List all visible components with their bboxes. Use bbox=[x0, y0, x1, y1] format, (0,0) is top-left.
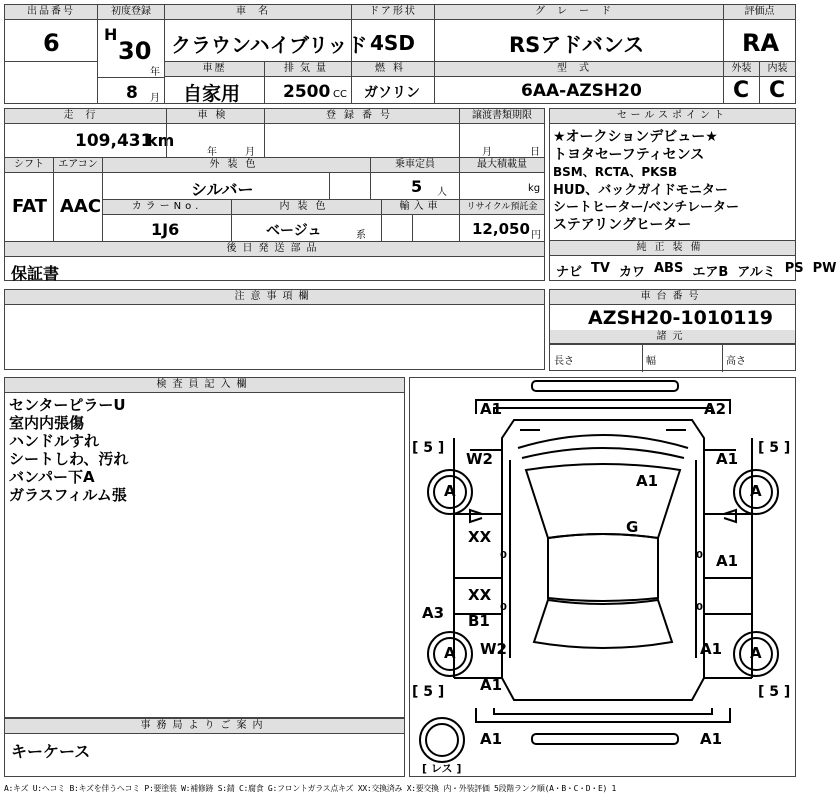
door-type: 4SD bbox=[370, 31, 415, 55]
mark-left-rear-quarter: A1 bbox=[480, 676, 503, 694]
tire-front-right-rating: A bbox=[750, 482, 762, 500]
zero-mark: 0 bbox=[500, 602, 507, 613]
mark-front-right-bumper: A2 bbox=[704, 400, 727, 418]
int-grade: C bbox=[769, 78, 786, 103]
equipment-item: カワ bbox=[618, 265, 645, 280]
recycle: 12,050 bbox=[472, 220, 530, 238]
door-label: ドア形状 bbox=[352, 5, 434, 20]
inspector-note: ハンドルすれ bbox=[9, 432, 100, 450]
int-grade-cell bbox=[759, 61, 796, 104]
inspection-cell bbox=[166, 108, 265, 158]
equipment-item: PW bbox=[812, 261, 836, 276]
sales-point-line: BSM、RCTA、PKSB bbox=[553, 165, 678, 179]
history-cell bbox=[164, 61, 265, 104]
reg-year: 30 bbox=[118, 37, 152, 65]
transfer-day: 日 bbox=[530, 147, 540, 158]
chassis-label: 車台番号 bbox=[550, 290, 795, 305]
equipment-label: 純正装備 bbox=[550, 241, 795, 256]
tread-rear-right: [ 5 ] bbox=[758, 684, 791, 700]
inspector-note: センターピラーU bbox=[9, 396, 126, 414]
inspection-label: 車検 bbox=[167, 109, 264, 124]
mark-right-front-fender: A1 bbox=[716, 450, 739, 468]
int-color-label: 内装色 bbox=[232, 200, 381, 215]
int-color: ベージュ bbox=[266, 223, 322, 239]
notes-cell bbox=[4, 289, 545, 370]
equipment-item: TV bbox=[591, 261, 610, 276]
chassis-number: AZSH20-1010119 bbox=[588, 307, 773, 329]
inspector-cell bbox=[4, 377, 405, 718]
mileage-label: 走行 bbox=[5, 109, 166, 124]
grade-cell bbox=[434, 4, 724, 62]
reg-month: 8 bbox=[126, 83, 138, 103]
mileage: 109,431 bbox=[75, 131, 153, 151]
office-cell bbox=[4, 718, 405, 777]
mark-windshield: G bbox=[626, 518, 639, 536]
equipment-item: アルミ bbox=[737, 265, 776, 280]
capacity: 5 bbox=[411, 177, 423, 196]
shift: FAT bbox=[12, 196, 48, 217]
mileage-cell bbox=[4, 108, 175, 158]
mark-left-rear-door-dent: B1 bbox=[468, 612, 490, 630]
mileage-unit: km bbox=[147, 131, 175, 150]
mark-rear-right-bumper: A1 bbox=[700, 730, 723, 748]
spec-height: 高さ bbox=[726, 356, 746, 367]
ext-color-cell bbox=[102, 157, 371, 200]
capacity-label: 乗車定員 bbox=[371, 158, 459, 173]
equipment-item: PS bbox=[784, 261, 804, 276]
ext-color: シルバー bbox=[191, 180, 254, 199]
displacement-cell bbox=[264, 61, 352, 104]
mark-right-rear-fender: A1 bbox=[700, 640, 723, 658]
int-color-cell bbox=[231, 199, 382, 242]
lot-number-cell bbox=[4, 4, 98, 62]
mark-left-front-fender: W2 bbox=[466, 450, 493, 468]
chassis-cell bbox=[549, 289, 796, 371]
reg-no-cell bbox=[264, 108, 460, 158]
later-parts-cell bbox=[4, 241, 545, 281]
notes-label: 注意事項欄 bbox=[5, 290, 544, 305]
zero-mark: 0 bbox=[696, 602, 703, 613]
transfer-cell bbox=[459, 108, 545, 158]
legend: A:キズ U:ヘコミ B:キズを伴うヘコミ P:要塗装 W:補修跡 S:錆 C:腐食 G:フロントガラス点キズ XX:交換済み X:要交換 内・外装評価 5段階ランク順(A・B・C・D・E) 1 bbox=[4, 784, 617, 793]
spec-width: 幅 bbox=[646, 356, 656, 367]
score-cell bbox=[723, 4, 796, 62]
lot-number: 6 bbox=[43, 29, 60, 57]
mark-left-rear-door: XX bbox=[468, 586, 492, 604]
zero-mark: 0 bbox=[500, 550, 507, 561]
sales-point-line: トヨタセーフティセンス bbox=[553, 146, 705, 163]
mark-rear-left-bumper: A1 bbox=[480, 730, 503, 748]
inspector-notes-list bbox=[9, 396, 128, 504]
recycle-cell bbox=[459, 199, 545, 242]
inspection-year-unit: 年 bbox=[207, 147, 217, 158]
inspection-month-unit: 月 bbox=[245, 147, 255, 158]
sales-points-list bbox=[553, 129, 739, 234]
spec-label: 諸元 bbox=[550, 330, 795, 344]
equipment-cell bbox=[549, 240, 836, 281]
first-reg-cell bbox=[97, 4, 165, 104]
model-label: 型式 bbox=[435, 62, 723, 77]
recycle-label: リサイクル預託金 bbox=[460, 200, 544, 215]
int-grade-label: 内装 bbox=[760, 62, 795, 77]
score: RA bbox=[742, 29, 780, 57]
tread-front-right: [ 5 ] bbox=[758, 440, 791, 456]
spec-length: 長さ bbox=[554, 356, 574, 367]
later-parts-label: 後日発送部品 bbox=[5, 242, 544, 257]
inspector-note: 室内内張傷 bbox=[9, 414, 85, 432]
mark-left-rear-fender: W2 bbox=[480, 640, 507, 658]
month-unit: 月 bbox=[150, 93, 160, 104]
model: 6AA-AZSH20 bbox=[521, 81, 642, 101]
fuel: ガソリン bbox=[364, 85, 420, 101]
color-no-label: カラーNo. bbox=[103, 200, 231, 215]
sales-point-line: HUD、バックガイドモニター bbox=[553, 182, 728, 198]
equipment-item: ナビ bbox=[556, 265, 583, 280]
grade-label: グレード bbox=[435, 5, 723, 20]
history-label: 車歴 bbox=[165, 62, 264, 77]
lot-number-label: 出品番号 bbox=[5, 5, 97, 20]
transfer-label: 譲渡書類期限 bbox=[460, 109, 544, 124]
lot-blank-cell bbox=[4, 61, 98, 104]
car-name-label: 車名 bbox=[165, 5, 351, 20]
grade: RSアドバンス bbox=[509, 33, 645, 57]
equipment-item: エアB bbox=[692, 265, 729, 280]
shift-label: シフト bbox=[5, 158, 53, 173]
car-body-diagram bbox=[410, 378, 797, 778]
color-no-cell bbox=[102, 199, 232, 242]
capacity-cell bbox=[370, 157, 460, 200]
equipment-item: ABS bbox=[653, 261, 684, 276]
car-name: クラウンハイブリッド bbox=[171, 33, 368, 57]
sales-point-line: シートヒーター/ベンチレーター bbox=[553, 200, 739, 215]
ac-cell bbox=[53, 157, 103, 242]
sales-points-cell bbox=[549, 108, 796, 241]
zero-mark: 0 bbox=[696, 550, 703, 561]
car-diagram bbox=[409, 377, 796, 777]
equipment-list bbox=[556, 261, 836, 280]
inspector-note: ガラスフィルム張 bbox=[9, 486, 127, 504]
ext-color-label: 外装色 bbox=[103, 158, 370, 173]
displacement-label: 排気量 bbox=[265, 62, 351, 77]
shift-cell bbox=[4, 157, 54, 242]
ac: AAC bbox=[60, 196, 102, 217]
load-label: 最大積載量 bbox=[460, 158, 544, 173]
tread-front-left: [ 5 ] bbox=[412, 440, 445, 456]
tire-rear-left-rating: A bbox=[444, 644, 456, 662]
sales-points-label: セールスポイント bbox=[550, 109, 795, 124]
history: 自家用 bbox=[183, 83, 241, 105]
mark-left-front-door: XX bbox=[468, 528, 492, 546]
sales-point-line: ステアリングヒーター bbox=[553, 216, 692, 233]
first-reg-label: 初度登録 bbox=[98, 5, 164, 20]
reg-era: H bbox=[104, 25, 118, 44]
import-cell bbox=[381, 199, 460, 242]
reg-no-label: 登録番号 bbox=[265, 109, 459, 124]
ext-grade: C bbox=[733, 78, 750, 103]
tread-rear-left: [ 5 ] bbox=[412, 684, 445, 700]
door-cell bbox=[351, 4, 435, 62]
transfer-month: 月 bbox=[482, 147, 492, 158]
import-label: 輸入車 bbox=[382, 200, 459, 215]
spare-tire: [ レス ] bbox=[422, 762, 462, 775]
inspector-note: シートしわ、汚れ bbox=[9, 450, 129, 468]
recycle-unit: 円 bbox=[531, 230, 541, 241]
ext-grade-label: 外装 bbox=[724, 62, 759, 77]
sales-point-line: ★オークションデビュー★ bbox=[553, 129, 718, 145]
fuel-cell bbox=[351, 61, 435, 104]
model-cell bbox=[434, 61, 724, 104]
ac-label: エアコン bbox=[54, 158, 102, 173]
displacement: 2500 bbox=[283, 82, 331, 102]
mark-right-front-door: A1 bbox=[716, 552, 739, 570]
later-parts: 保証書 bbox=[11, 264, 60, 283]
year-unit: 年 bbox=[150, 67, 160, 78]
score-label: 評価点 bbox=[724, 5, 795, 20]
load-cell bbox=[459, 157, 545, 200]
color-no: 1J6 bbox=[151, 220, 180, 239]
tire-front-left-rating: A bbox=[444, 482, 456, 500]
int-color-unit: 系 bbox=[356, 230, 366, 241]
load-unit: kg bbox=[528, 183, 541, 194]
office-label: 事務局よりご案内 bbox=[5, 719, 404, 734]
office-notice: キーケース bbox=[11, 742, 91, 761]
displacement-unit: CC bbox=[333, 89, 347, 100]
inspector-note: バンパー下A bbox=[9, 468, 95, 486]
mark-hood: A1 bbox=[636, 472, 659, 490]
fuel-label: 燃料 bbox=[352, 62, 434, 77]
mark-front-left-bumper: A1 bbox=[480, 400, 503, 418]
ext-grade-cell bbox=[723, 61, 760, 104]
tire-rear-right-rating: A bbox=[750, 644, 762, 662]
car-name-cell bbox=[164, 4, 368, 62]
inspector-label: 検査員記入欄 bbox=[5, 378, 404, 393]
capacity-unit: 人 bbox=[437, 187, 447, 198]
mark-left-pillar: A3 bbox=[422, 604, 445, 622]
